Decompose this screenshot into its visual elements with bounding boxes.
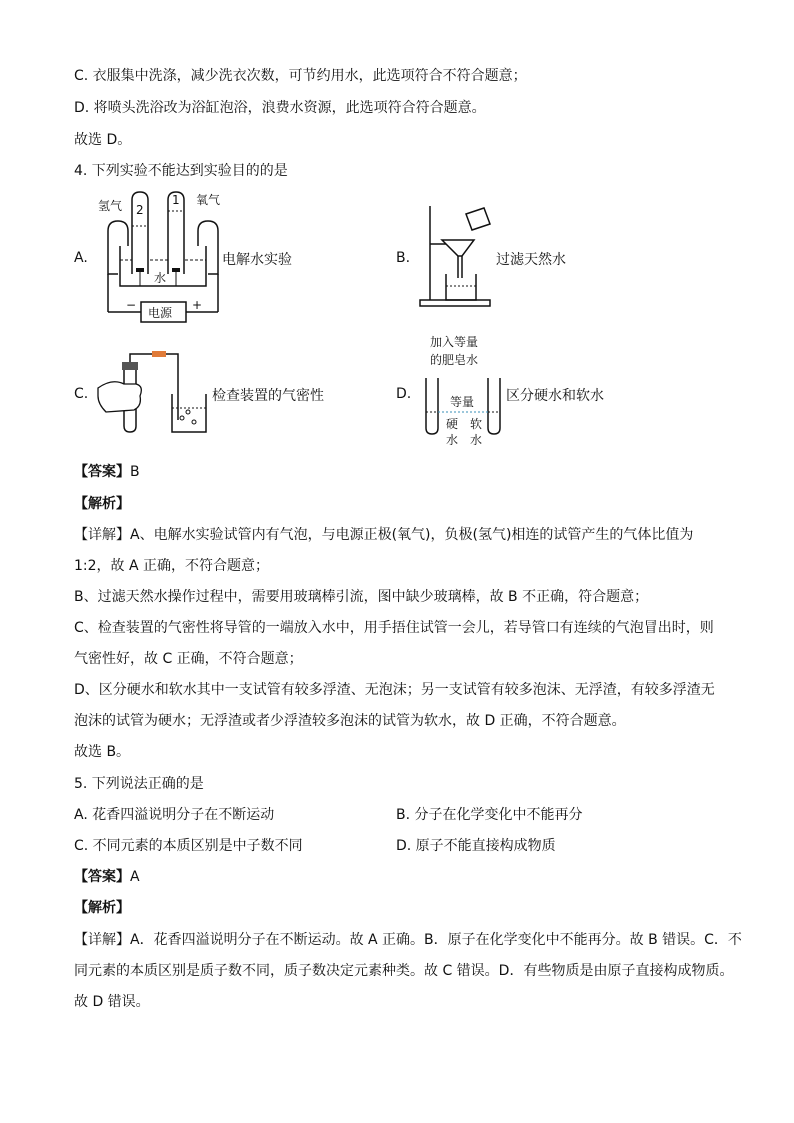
option-a: A. 花香四溢说明分子在不断运动 bbox=[74, 807, 275, 823]
analysis-tag-text: 【解析】 bbox=[74, 900, 130, 916]
text-line: 故选 D。 bbox=[74, 132, 132, 148]
text-line: C. 衣服集中洗涤，减少洗衣次数，可节约用水，此选项符合不符合题意； bbox=[74, 68, 527, 84]
option-d: D. 原子不能直接构成物质 bbox=[396, 838, 556, 854]
option-a-caption: 电解水实验 bbox=[222, 252, 292, 268]
hard-label-2: 水 bbox=[446, 433, 459, 447]
detail-line: 故选 B。 bbox=[74, 744, 131, 760]
airtightness-apparatus-figure bbox=[96, 348, 218, 436]
detail-line: 【详解】A．花香四溢说明分子在不断运动。故 A 正确。B．原子在化学变化中不能再分。故 B 错误。C．不 bbox=[74, 932, 742, 948]
analysis-tag bbox=[74, 898, 130, 918]
answer-tag: 【答案】 bbox=[74, 464, 130, 480]
detail-line: B、过滤天然水操作过程中，需要用玻璃棒引流，图中缺少玻璃棒，故 B 不正确，符合题意； bbox=[74, 589, 649, 605]
detail-line: 1:2，故 A 正确，不符合题意； bbox=[74, 558, 270, 574]
answer-value: B bbox=[130, 464, 140, 480]
oxygen-label: 氧气 bbox=[196, 193, 221, 207]
soft-label-1: 软 bbox=[470, 417, 483, 431]
answer-value: A bbox=[130, 869, 140, 885]
option-label-b: B. bbox=[396, 250, 411, 266]
option-label-d: D. bbox=[396, 386, 412, 402]
hydrogen-label: 氢气 bbox=[98, 199, 123, 213]
equal-label: 等量 bbox=[450, 395, 475, 409]
plus-label: + bbox=[192, 298, 203, 312]
answer-line bbox=[74, 462, 140, 482]
hard-label-1: 硬 bbox=[446, 417, 459, 431]
detail-line: C、检查装置的气密性将导管的一端放入水中，用手捂住试管一会儿，若导管口有连续的气泡冒出时，则 bbox=[74, 620, 714, 636]
option-label-a: A. bbox=[74, 250, 88, 266]
tube-2-label: 2 bbox=[136, 203, 144, 217]
detail-line: 故 D 错误。 bbox=[74, 994, 150, 1010]
question-stem: 4. 下列实验不能达到实验目的的是 bbox=[74, 163, 288, 179]
soap-label-1: 加入等量 bbox=[430, 335, 479, 349]
hard-soft-water-figure bbox=[418, 330, 508, 450]
option-label-c: C. bbox=[74, 386, 89, 402]
soft-label-2: 水 bbox=[470, 433, 483, 447]
detail-line: 泡沫的试管为硬水；无浮渣或者少浮渣较多泡沫的试管为软水，故 D 正确，不符合题意。 bbox=[74, 713, 626, 729]
analysis-tag-text: 【解析】 bbox=[74, 496, 130, 512]
option-b: B. 分子在化学变化中不能再分 bbox=[396, 807, 583, 823]
soap-label-2: 的肥皂水 bbox=[430, 353, 479, 367]
analysis-tag bbox=[74, 494, 130, 514]
water-label: 水 bbox=[154, 271, 167, 285]
tube-1-label: 1 bbox=[172, 193, 180, 207]
detail-line: D、区分硬水和软水其中一支试管有较多浮渣、无泡沫；另一支试管有较多泡沫、无浮渣，有较多浮渣无 bbox=[74, 682, 715, 698]
question-stem: 5. 下列说法正确的是 bbox=[74, 776, 204, 792]
answer-line bbox=[74, 867, 140, 887]
power-label: 电源 bbox=[148, 306, 173, 320]
minus-label: − bbox=[126, 298, 137, 312]
detail-line: 同元素的本质区别是质子数不同，质子数决定元素种类。故 C 错误。D．有些物质是由原子直接构成物质。 bbox=[74, 963, 734, 979]
answer-tag: 【答案】 bbox=[74, 869, 130, 885]
option-c-caption: 检查装置的气密性 bbox=[212, 388, 324, 404]
detail-line: 气密性好，故 C 正确，不符合题意； bbox=[74, 651, 303, 667]
text-line: D. 将喷头洗浴改为浴缸泡浴，浪费水资源，此选项符合符合题意。 bbox=[74, 100, 486, 116]
option-d-caption: 区分硬水和软水 bbox=[506, 388, 604, 404]
option-b-caption: 过滤天然水 bbox=[496, 252, 566, 268]
option-c: C. 不同元素的本质区别是中子数不同 bbox=[74, 838, 303, 854]
detail-line: 【详解】A、电解水实验试管内有气泡，与电源正极(氧气)，负极(氢气)相连的试管产生的气体比值为 bbox=[74, 527, 694, 543]
filtration-apparatus-figure bbox=[418, 200, 496, 310]
